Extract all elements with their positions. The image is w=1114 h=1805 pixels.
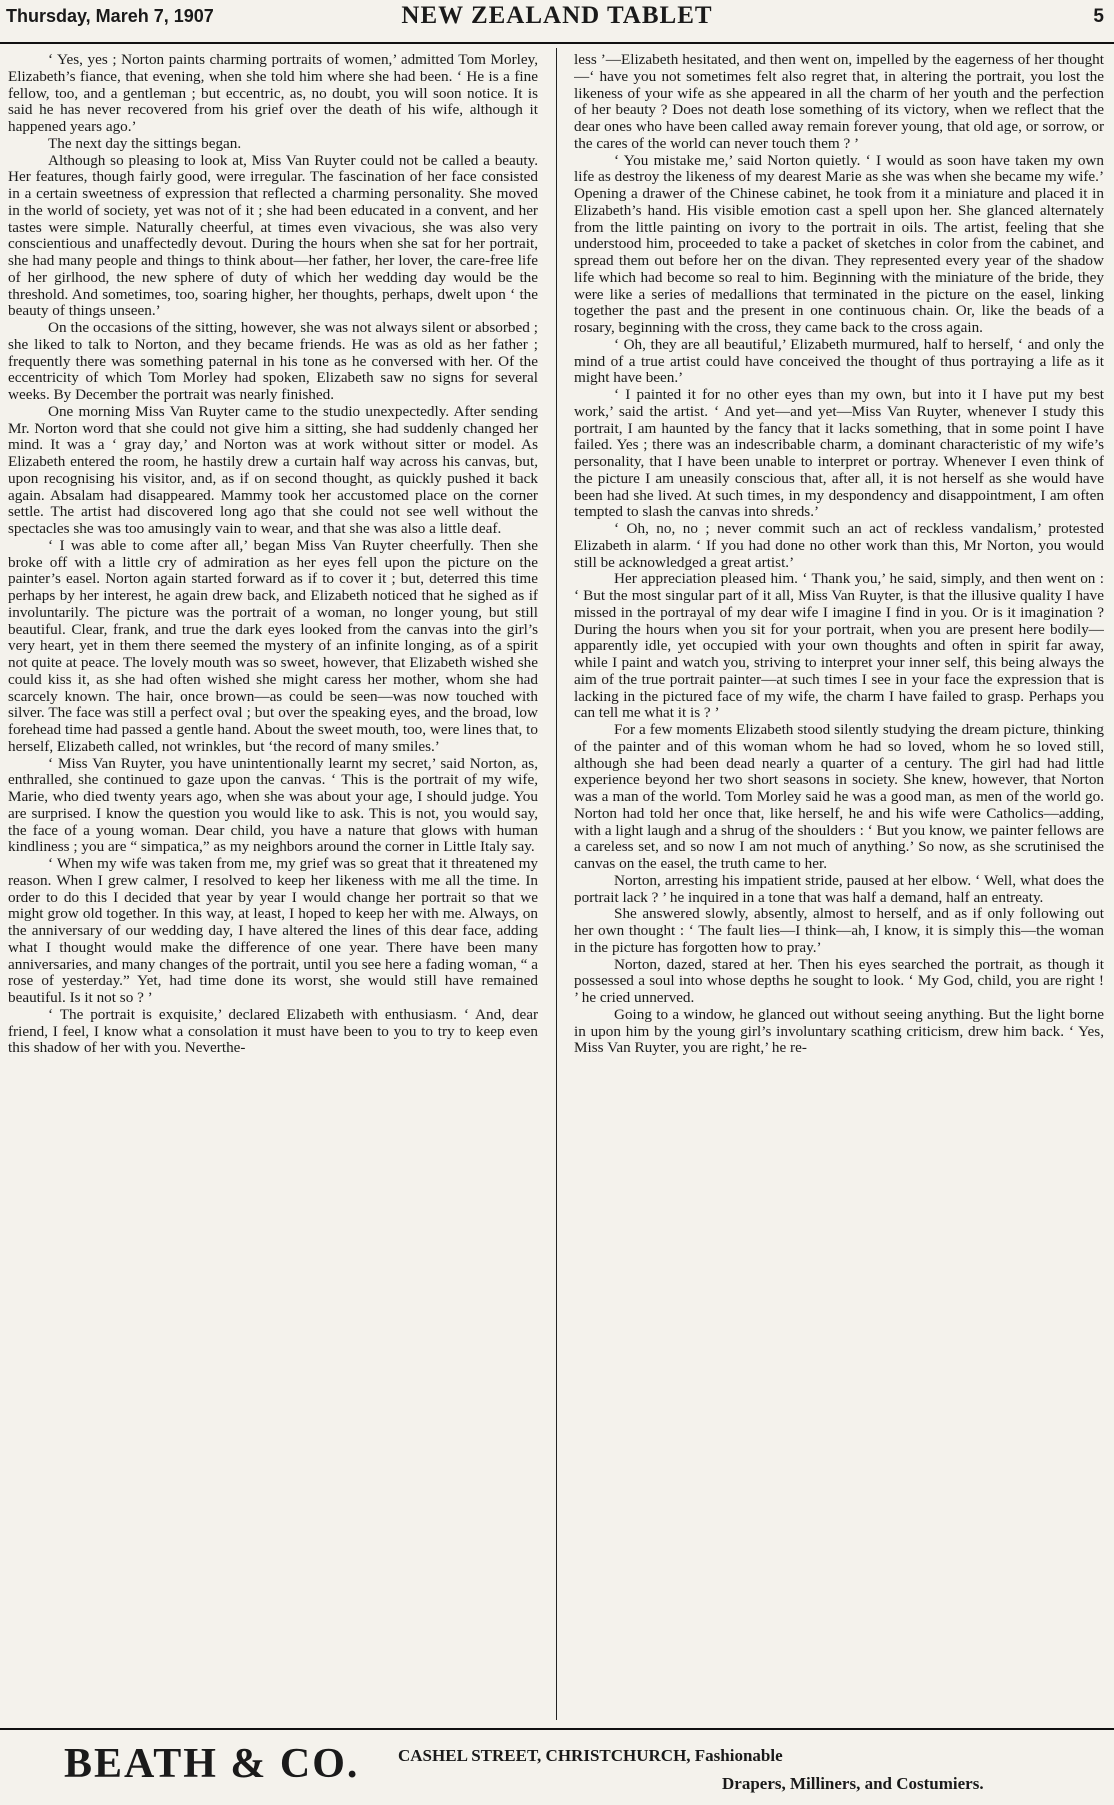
paragraph: The next day the sittings began.	[48, 134, 242, 152]
left-column	[8, 52, 538, 1720]
paragraph: One morning Miss Van Ruyter came to the studio unexpectedly. After sending Mr. Norton word that she could not give him a sitting, she had suddenly changed her mind. It was a ‘ gray day,’ and Norton was at work without sitter or model. As Elizabeth entered the room, he hastily drew a curtain half way across his canvas, but, upon recognising his visitor, and, as if on second thought, as quickly pushed it back again. Absalam had disappeared. Mammy took her accustomed place on the corner settle. The artist had discovered long ago that she could not see well without the spectacles she was too amusingly vain to wear, and that she was also a little deaf.	[8, 402, 538, 537]
paragraph: ‘ Oh, no, no ; never commit such an act of reckless vandalism,’ protested Elizabeth in alarm. ‘ If you had done no other work than this, Mr Norton, you would still be acknowledged a great artist.’	[574, 520, 1104, 571]
advertiser-address: CASHEL STREET, CHRISTCHURCH, Fashionable	[398, 1746, 783, 1765]
paragraph: ‘ Yes, yes ; Norton paints charming portraits of women,’ admitted Tom Morley, Elizabeth’s fiance, that evening, when she told him where she had been. ‘ He is a fine fellow, too, and a gentleman ; but eccentric, as, no doubt, you will soon notice. It is said he has never recovered from his grief over the death of his wife, although it happened years ago.’	[8, 52, 538, 135]
paragraph: ‘ Oh, they are all beautiful,’ Elizabeth murmured, half to herself, ‘ and only the mind of a true artist could have conceived the thought of thus portraying a life as it might have been.’	[574, 335, 1104, 387]
newspaper-title: NEW ZEALAND TABLET	[401, 2, 713, 29]
paragraph: less ’—Elizabeth hesitated, and then went on, impelled by the eagerness of her thought—‘ have you not sometimes felt also regret that, in altering the portrait, you lost the likeness of your wife as she appeared in all the charm of her youth and the perfection of her beauty ? Does not death lose something of its victory, when we reflect that the dear ones who have been called away remain forever young, that old age, or sorrow, or the cares of the world can never touch them ? ’	[574, 52, 1104, 152]
paragraph: ‘ The portrait is exquisite,’ declared Elizabeth with enthusiasm. ‘ And, dear friend, I feel, I know what a consolation it must have been to you to try to keep even this shadow of her with you. Neverthe-	[8, 1005, 538, 1057]
masthead	[0, 2, 1114, 44]
paragraph: Her appreciation pleased him. ‘ Thank you,’ he said, simply, and then went on : ‘ But the most singular part of it all, Miss Van Ruyter, is that the illusive quality I have missed in the portrayal of my dear wife I imagine I find in you. Or is it imagination ? During the hours when you sit for your portrait, when you are present here bodily—apparently idle, yet occupied with your own thoughts and often in spirit far away, while I paint and watch you, striving to interpret your inner self, this being always the aim of the true portrait painter—at such times I see in your face the expression that is lacking in the pictured face of my wife, the charm I have failed to grasp. Perhaps you can tell me what it is ? ’	[574, 570, 1104, 722]
paragraph: She answered slowly, absently, almost to herself, and as if only following out her own thought : ‘ The fault lies—I think—ah, I know, it is simply this—the woman in the picture has forgotten how to pray.’	[574, 905, 1104, 956]
column-divider	[556, 48, 557, 1720]
advertiser-name: BEATH & CO.	[64, 1741, 360, 1787]
advertiser-trade: Drapers, Milliners, and Costumiers.	[722, 1774, 984, 1793]
paragraph: ‘ When my wife was taken from me, my grief was so great that it threatened my reason. When I grew calmer, I resolved to keep her likeness with me all the time. In order to do this I decided that year by year I would change her portrait so that we might grow old together. In this way, at least, I hoped to keep her with me. Always, on the anniversary of our wedding day, I have altered the lines of this dear face, adding what I thought would make the difference of one year. There have been many anniversaries, and many changes of the portrait, until you see here a fading woman, “ a rose of yesterday.” Yet, had time done its worst, she would still have remained beautiful. Is it not so ? ’	[8, 855, 538, 1006]
paragraph: Although so pleasing to look at, Miss Van Ruyter could not be called a beauty. Her features, though fairly good, were irregular. The fascination of her face consisted in a certain sweetness of expression that reflected a charming personality. She moved in the world of society, yet was not of it ; she had been educated in a convent, and her tastes were simple. Naturally cheerful, at times even vivacious, she was also very conscientious and unaffectedly devout. During the hours when she sat for her portrait, she had many people and things to think about—her father, her lover, the care-free life of her girlhood, the new sphere of duty of which her wedding day would be the threshold. And sometimes, too, soaring higher, her thoughts, perhaps, dwelt upon ‘ the beauty of things unseen.’	[8, 151, 538, 320]
paragraph: On the occasions of the sitting, however, she was not always silent or absorbed ; she liked to talk to Norton, and they became friends. He was as old as her father ; frequently there was something paternal in his tone as he conversed with her. Of the eccentricity of which Tom Morley had spoken, Elizabeth saw no signs for several weeks. By December the portrait was nearly finished.	[8, 319, 538, 403]
page-number: 5	[1093, 6, 1104, 27]
paragraph: Going to a window, he glanced out without seeing anything. But the light borne in upon him by the young girl’s involuntary scathing criticism, drew him back. ‘ Yes, Miss Van Ruyter, you are right,’ he re-	[574, 1005, 1104, 1057]
issue-date: Thursday, Mareh 7, 1907	[6, 6, 214, 26]
right-column	[574, 52, 1104, 1720]
paragraph: ‘ Miss Van Ruyter, you have unintentionally learnt my secret,’ said Norton, as, enthralled, she continued to gaze upon the canvas. ‘ This is the portrait of my wife, Marie, who died twenty years ago, when she was about your age, I should judge. You are surprised. I know the question you would like to ask. This is not, you would say, the face of a young woman. Dear child, you have a nature that glows with human kindliness ; you are “ simpatica,” as my neighbors around the corner in Little Italy say.	[8, 754, 538, 856]
paragraph: Norton, dazed, stared at her. Then his eyes searched the portrait, as though it possessed a soul into whose depths he sought to look. ‘ My God, child, you are right ! ’ he cried unnerved.	[574, 955, 1104, 1006]
paragraph: ‘ I painted it for no other eyes than my own, but into it I have put my best work,’ said the artist. ‘ And yet—and yet—Miss Van Ruyter, whenever I study this portrait, I am haunted by the fancy that it lacks something, that in some point I have failed. Yes ; there was an indescribable charm, a dominant characteristic of my wife’s personality, that I have been unable to interpret or portray. Whenever I even think of the picture I am uneasily conscious that, after all, it is not herself as she would have been had she lived. At such times, in my despondency and disappointment, I am often tempted to slash the canvas into shreds.’	[574, 386, 1104, 521]
paragraph: ‘ I was able to come after all,’ began Miss Van Ruyter cheerfully. Then she broke off with a little cry of admiration as her eyes fell upon the picture on the painter’s easel. Norton again started forward as if to cover it ; but, deterred this time perhaps by her interest, he again drew back, and Elizabeth noticed that he sighed as if involuntarily. The picture was the portrait of a woman, no longer young, but still beautiful. Clear, frank, and true the dark eyes looked from the canvas into the girl’s very heart, yet in them there seemed the mystery of an infinite longing, as of a spirit not quite at peace. The lovely mouth was so sweet, however, that Elizabeth wished she could kiss it, as she had often wished she might caress her mother, whom she had scarcely known. The hair, once brown—as could be seen—was now touched with silver. The face was still a perfect oval ; but over the speaking eyes, and the broad, low forehead time had passed a gentle hand. About the sweet mouth, too, were lines that, to herself, Elizabeth called, not wrinkles, but ‘the record of many smiles.’	[8, 536, 538, 755]
advertisement-banner	[0, 1730, 1114, 1805]
paragraph: Norton, arresting his impatient stride, paused at her elbow. ‘ Well, what does the portrait lack ? ’ he inquired in a tone that was half a demand, half an entreaty.	[574, 871, 1104, 906]
paragraph: For a few moments Elizabeth stood silently studying the dream picture, thinking of the painter and of this woman whom he had so loved, whom he so loved still, although she had been dead nearly a quarter of a century. The girl had had little experience beyond her two short seasons in society. She knew, however, that Norton was a man of the world. Tom Morley said he was a good man, as men of the world go. Norton had told her once that, like herself, he and his wife were Catholics—adding, with a light laugh and a shrug of the shoulders : ‘ But you know, we painter fellows are a careless set, and so now I am not much of anything.’ So now, as she scrutinised the canvas on the easel, the truth came to her.	[574, 721, 1104, 872]
paragraph: ‘ You mistake me,’ said Norton quietly. ‘ I would as soon have taken my own life as destroy the likeness of my dearest Marie as she was when she became my wife.’ Opening a drawer of the Chinese cabinet, he took from it a miniature and placed it in Elizabeth’s hand. His visible emotion cast a spell upon her. She glanced alternately from the little painting on ivory to the portrait in oils. The artist, feeling that she understood him, proceeded to take a packet of sketches in color from the cabinet, and spread them out before her on the divan. They represented every year of the shadow life which had become so real to him. Beginning with the miniature of the bride, they were like a series of medallions that terminated in the picture on the easel, linking together the past and the present in one continuous chain. Or, like the beads of a rosary, beginning with the cross, they came back to the cross again.	[574, 151, 1104, 336]
